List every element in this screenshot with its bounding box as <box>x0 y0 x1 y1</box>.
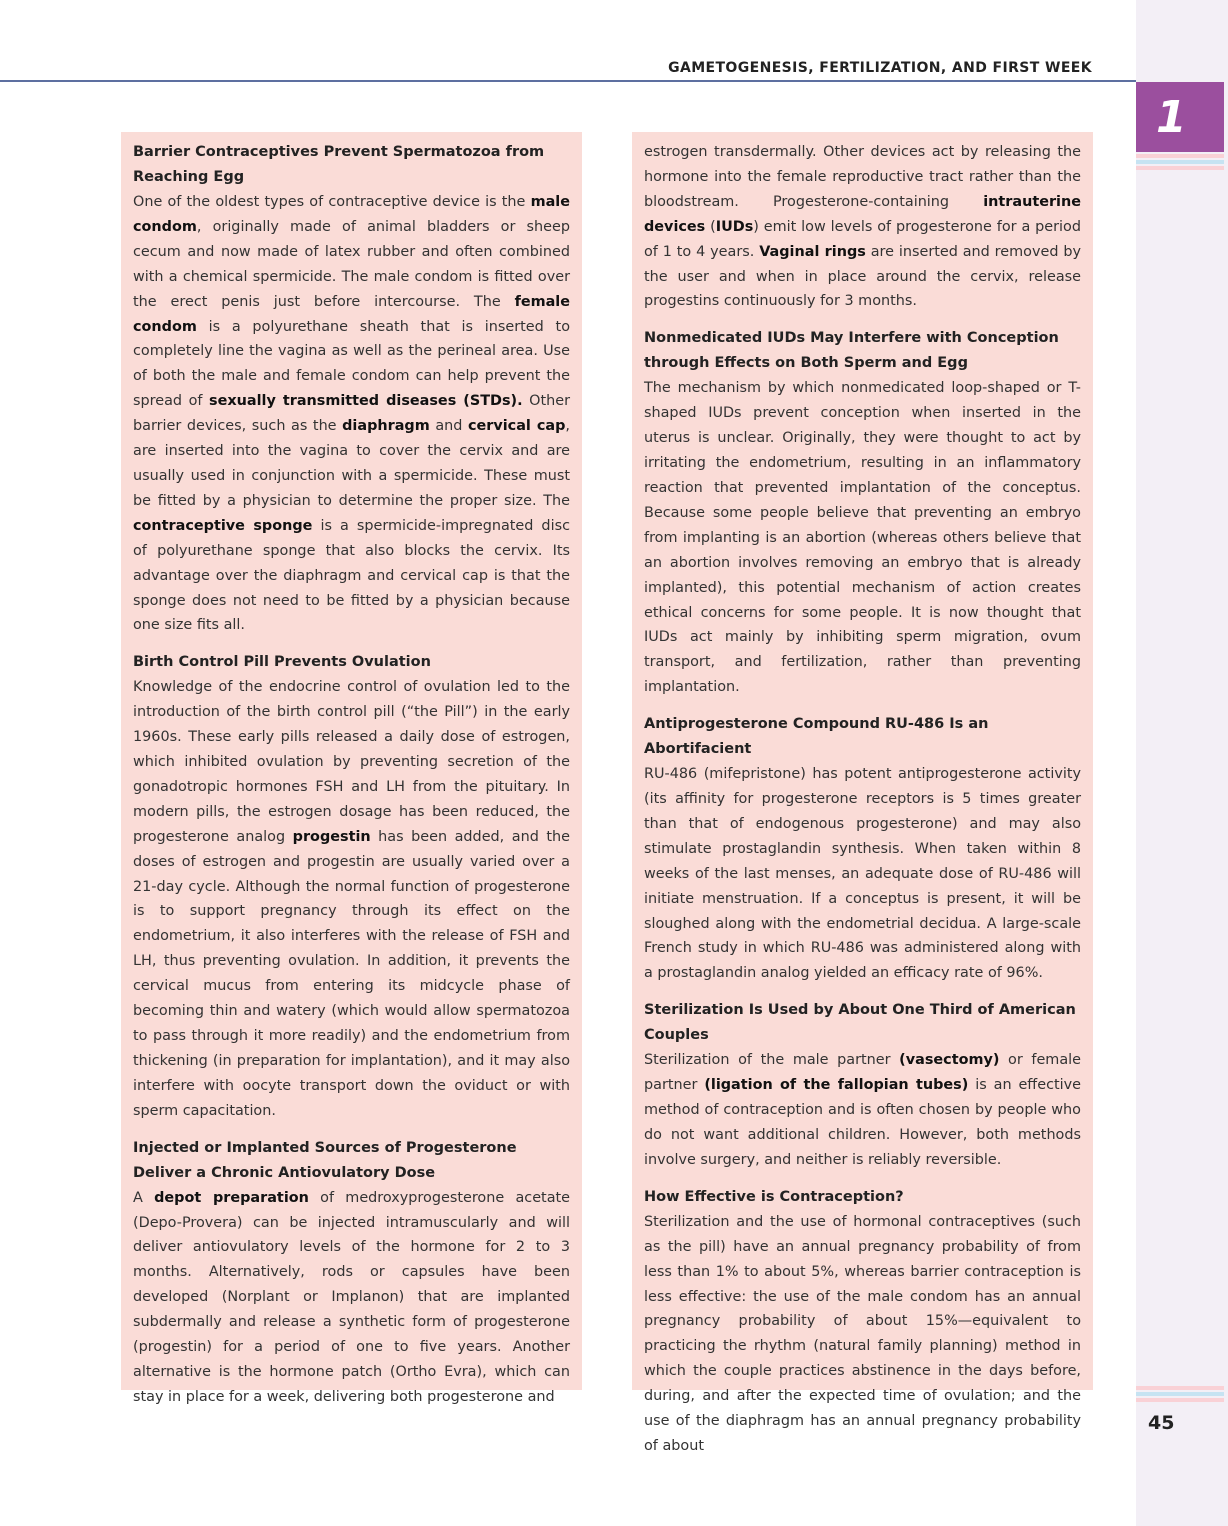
paragraph-iud: The mechanism by which nonmedicated loop-shaped or T-shaped IUDs prevent conception when inserted in the uterus is unclear. Originally, they were thought to act by irritating the endometrium, resulting in an inflammatory reaction that prevented implantation of the conceptus. Because some people believe that preventing an embryo from implanting is an abortion (whereas others believe that an abortion involves removing an embryo that is already implanted), this potential mechanism of action creates ethical concerns for some people. It is now thought that IUDs act mainly by inhibiting sperm migration, ovum transport, and fertilization, rather than preventing implantation. <box>644 380 1081 696</box>
paragraph-pill: Knowledge of the endocrine control of ovulation led to the introduction of the birth control pill (“the Pill”) in the early 1960s. These early pills released a daily dose of estrogen, which inhibited ovulation by preventing secretion of the gonadotropic hormones FSH and LH from the pituitary. In modern pills, the estrogen dosage has been reduced, the progesterone analog progestin has been added, and the doses of estrogen and progestin are usually varied over a 21-day cycle. Although the normal function of progesterone is to support pregnancy through its effect on the endometrium, it also interferes with the release of FSH and LH, thus preventing ovulation. In addition, it prevents the cervical mucus from entering its midcycle phase of becoming thin and watery (which would allow spermatozoa to pass through it more readily) and the endometrium from thickening (in preparation for implantation), and it may also interfere with oocyte transport down the oviduct or with sperm capacitation. <box>133 679 570 1119</box>
paragraph-barrier: One of the oldest types of contraceptive device is the male condom, originally made of animal bladders or sheep cecum and now made of latex rubber and often combined with a chemical spermicide. The male condom is fitted over the erect penis just before intercourse. The female condom is a polyurethane sheath that is inserted to completely line the vagina as well as the perineal area. Use of both the male and female condom can help prevent the spread of sexually transmitted diseases (STDs). Other barrier devices, such as the diaphragm and cervical cap, are inserted into the vagina to cover the cervix and are usually used in conjunction with a spermicide. These must be fitted by a physician to determine the proper size. The contraceptive sponge is a spermicide-impregnated disc of polyurethane sponge that also blocks the cervix. Its advantage over the diaphragm and cervical cap is that the sponge does not need to be fitted by a physician because one size fits all. <box>133 194 571 634</box>
section-heading-pill: Birth Control Pill Prevents Ovulation <box>133 654 431 671</box>
running-head: GAMETOGENESIS, FERTILIZATION, AND FIRST WEEK <box>668 60 1092 76</box>
section-heading-sterilization: Sterilization Is Used by About One Third of American Couples <box>644 1002 1076 1044</box>
chapter-tab <box>1136 82 1224 152</box>
right-column-box <box>632 132 1093 1454</box>
keyword-vaginal-rings: Vaginal rings <box>759 243 866 260</box>
stripe-blue-bottom <box>1136 1392 1224 1396</box>
section-heading-iud: Nonmedicated IUDs May Interfere with Conception through Effects on Both Sperm and Egg <box>644 330 1059 372</box>
stripe-pink-top-2 <box>1136 166 1224 170</box>
keyword-diaphragm: diaphragm <box>342 418 430 435</box>
keyword-intrauterine-devices: intrauterine devices <box>644 193 1081 235</box>
page-margin-sidebar <box>1136 0 1228 1526</box>
keyword-cervical-cap: cervical cap <box>467 418 566 435</box>
header-rule <box>0 80 1136 82</box>
stripe-pink-bottom-2 <box>1136 1398 1224 1402</box>
section-heading-effectiveness: How Effective is Contraception? <box>644 1188 904 1205</box>
chapter-number: 1 <box>1156 92 1187 143</box>
keyword-tubal-ligation: (ligation of the fallopian tubes) <box>704 1077 969 1094</box>
keyword-vasectomy: (vasectomy) <box>899 1052 1000 1069</box>
paragraph-sterilization: Sterilization of the male partner (vasectomy) or female partner (ligation of the fallopian tubes) is an effective method of contraception and is often chosen by people who do not want additional children. However, both methods involve surgery, and neither is reliably reversible. <box>644 1052 1082 1168</box>
paragraph-injected: A depot preparation of medroxyprogesterone acetate (Depo-Provera) can be injected intramuscularly and will deliver antiovulatory levels of the hormone for 2 to 3 months. Alternatively, rods or capsules have been developed (Norplant or Implanon) that are implanted subdermally and release a synthetic form of progesterone (progestin) for a period of one to five years. Another alternative is the hormone patch (Ortho Evra), which can stay in place for a week, delivering both progesterone and <box>133 1189 571 1405</box>
section-heading-barrier: Barrier Contraceptives Prevent Spermatozoa from Reaching Egg <box>133 144 545 185</box>
keyword-stds: sexually transmitted diseases (STDs). <box>209 393 523 410</box>
keyword-male-condom: male condom <box>133 194 570 235</box>
section-heading-injected: Injected or Implanted Sources of Progesterone Deliver a Chronic Antiovulatory Dose <box>133 1139 517 1181</box>
keyword-female-condom: female condom <box>133 293 570 335</box>
paragraph-continued: estrogen transdermally. Other devices act by releasing the hormone into the female reproductive tract rather than the bloodstream. Progesterone-containing intrauterine devices (IUDs) emit low levels of progesterone for a period of 1 to 4 years. Vaginal rings are inserted and removed by the user and when in place around the cervix, release progestins continuously for 3 months. <box>644 144 1081 310</box>
stripe-blue-top <box>1136 160 1224 164</box>
keyword-progestin: progestin <box>292 828 371 845</box>
left-column-box <box>121 132 582 1405</box>
stripe-pink-bottom <box>1136 1386 1224 1390</box>
stripe-pink-top <box>1136 154 1224 158</box>
page-number: 45 <box>1148 1412 1175 1434</box>
paragraph-ru486: RU-486 (mifepristone) has potent antiprogesterone activity (its affinity for progesterone receptors is 5 times greater than that of endogenous progesterone) and may also stimulate prostaglandin synthesis. When taken within 8 weeks of the last menses, an adequate dose of RU-486 will initiate menstruation. If a conceptus is present, it will be sloughed along with the endometrial decidua. A large-scale French study in which RU-486 was administered along with a prostaglandin analog yielded an efficacy rate of 96%. <box>644 766 1081 982</box>
section-heading-ru486: Antiprogesterone Compound RU-486 Is an Abortifacient <box>644 716 989 758</box>
keyword-depot-preparation: depot preparation <box>154 1189 309 1206</box>
keyword-iuds: IUDs <box>715 218 754 235</box>
keyword-contraceptive-sponge: contraceptive sponge <box>133 517 313 534</box>
paragraph-effectiveness: Sterilization and the use of hormonal contraceptives (such as the pill) have an annual pregnancy probability of from less than 1% to about 5%, whereas barrier contraception is less effective: the use of the male condom has an annual pregnancy probability of about 15%—equivalent to practicing the rhythm (natural family planning) method in which the couple practices abstinence in the days before, during, and after the expected time of ovulation; and the use of the diaphragm has an annual pregnancy probability of about <box>644 1213 1081 1454</box>
